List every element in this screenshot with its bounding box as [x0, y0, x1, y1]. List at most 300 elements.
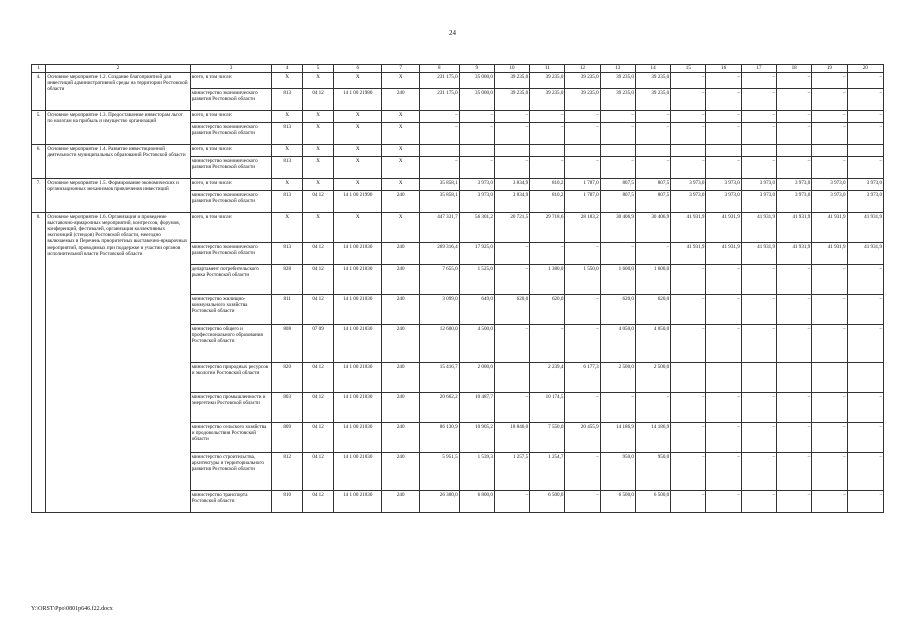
year-amount-cell: 950,0 [635, 453, 670, 491]
year-amount-cell: 39 235,0 [635, 89, 670, 111]
executor-cell: министерство природных ресурсов и экологии Ростовской области [190, 363, 272, 393]
year-amount-cell: – [812, 111, 847, 123]
year-amount-cell: – [812, 491, 847, 513]
total-amount-cell [419, 145, 459, 157]
year-amount-cell [530, 145, 565, 157]
year-amount-cell: – [847, 453, 883, 491]
year-amount-cell [777, 363, 812, 393]
total-amount-cell: – [419, 123, 459, 145]
year-amount-cell: – [494, 157, 529, 179]
year-amount-cell: 620,0 [600, 295, 635, 325]
year-amount-cell: 28 183,2 [565, 213, 600, 243]
activity-name-cell: Основное мероприятие 1.5. Формирование экономических и организационных механизмов привлечения инвестиций [46, 179, 190, 213]
rzpr-code-cell: 04 12 [303, 265, 334, 295]
year-amount-cell: 41 931,9 [847, 213, 883, 243]
year-amount-cell: – [494, 243, 529, 265]
year-amount-cell: – [812, 295, 847, 325]
year-amount-cell [741, 363, 776, 393]
year-amount-cell: 35 000,0 [459, 89, 494, 111]
year-amount-cell: – [530, 157, 565, 179]
column-number-row [32, 65, 884, 73]
year-amount-cell: – [706, 111, 741, 123]
year-amount-cell: – [847, 123, 883, 145]
year-amount-cell: – [706, 73, 741, 89]
year-amount-cell: – [741, 111, 776, 123]
vr-code-cell: 240 [382, 453, 419, 491]
header-cell: 14 [635, 65, 670, 73]
year-amount-cell: 3 973,0 [777, 191, 812, 213]
year-amount-cell: – [494, 491, 529, 513]
year-amount-cell: 3 973,0 [777, 179, 812, 191]
year-amount-cell: – [777, 265, 812, 295]
year-amount-cell: 10 487,7 [459, 393, 494, 423]
year-amount-cell: – [671, 157, 706, 179]
year-amount-cell: – [671, 393, 706, 423]
header-cell: 10 [494, 65, 529, 73]
grbs-code-cell: X [272, 213, 303, 243]
year-amount-cell: – [777, 393, 812, 423]
rzpr-code-cell: 04 12 [303, 491, 334, 513]
year-amount-cell: 3 973,0 [671, 179, 706, 191]
year-amount-cell: – [812, 453, 847, 491]
grbs-code-cell: 813 [272, 123, 303, 145]
executor-cell: министерство экономического развития Ростовской области [190, 123, 272, 145]
year-amount-cell: – [530, 111, 565, 123]
vr-code-cell: 240 [382, 89, 419, 111]
year-amount-cell: – [565, 491, 600, 513]
year-amount-cell: 39 235,0 [565, 73, 600, 89]
year-amount-cell: – [671, 265, 706, 295]
year-amount-cell: – [741, 265, 776, 295]
year-amount-cell: 4 050,0 [600, 325, 635, 363]
executor-cell: министерство общего и профессионального образования Ростовской области [190, 325, 272, 363]
year-amount-cell: 56 301,2 [459, 213, 494, 243]
year-amount-cell: 17 925,0 [459, 243, 494, 265]
page-number: 24 [449, 29, 456, 37]
year-amount-cell: – [777, 453, 812, 491]
year-amount-cell: – [847, 73, 883, 89]
year-amount-cell: 30 406,9 [600, 213, 635, 243]
grbs-code-cell: 813 [272, 191, 303, 213]
year-amount-cell [812, 363, 847, 393]
total-amount-cell: 7 655,0 [419, 265, 459, 295]
year-amount-cell: – [812, 73, 847, 89]
year-amount-cell: – [847, 111, 883, 123]
year-amount-cell: – [706, 453, 741, 491]
year-amount-cell: – [706, 89, 741, 111]
year-amount-cell: – [741, 295, 776, 325]
year-amount-cell: – [494, 123, 529, 145]
grbs-code-cell: 808 [272, 325, 303, 363]
total-amount-cell: – [419, 157, 459, 179]
year-amount-cell: 3 973,0 [706, 191, 741, 213]
executor-cell: всего, в том числе: [190, 145, 272, 157]
year-amount-cell: – [459, 157, 494, 179]
year-amount-cell: – [706, 423, 741, 453]
year-amount-cell [635, 145, 670, 157]
year-amount-cell: – [741, 325, 776, 363]
year-amount-cell: 3 834,9 [494, 191, 529, 213]
rzpr-code-cell: X [303, 123, 334, 145]
vr-code-cell: X [382, 123, 419, 145]
csr-code-cell: 14 1 00 21030 [333, 453, 381, 491]
csr-code-cell: 14 1 00 21030 [333, 491, 381, 513]
table-row [32, 145, 884, 157]
year-amount-cell: – [635, 123, 670, 145]
year-amount-cell: – [706, 157, 741, 179]
executor-cell: департамент потребительского рынка Ростовской области [190, 265, 272, 295]
year-amount-cell: – [600, 123, 635, 145]
executor-cell: министерство транспорта Ростовской области [190, 491, 272, 513]
header-cell: 9 [459, 65, 494, 73]
year-amount-cell: 14 186,9 [635, 423, 670, 453]
rzpr-code-cell: 04 12 [303, 191, 334, 213]
year-amount-cell: 2 500,0 [635, 363, 670, 393]
year-amount-cell: 1 600,0 [600, 265, 635, 295]
csr-code-cell: 14 1 00 21030 [333, 265, 381, 295]
rzpr-code-cell: 04 12 [303, 295, 334, 325]
year-amount-cell: – [635, 243, 670, 265]
executor-cell: всего, в том числе: [190, 73, 272, 89]
executor-cell: министерство строительства, архитектуры и территориального развития Ростовской области [190, 453, 272, 491]
grbs-code-cell: X [272, 145, 303, 157]
year-amount-cell: 950,0 [600, 453, 635, 491]
header-cell: 1 [32, 65, 46, 73]
csr-code-cell: 14 1 00 21030 [333, 423, 381, 453]
vr-code-cell: 240 [382, 191, 419, 213]
year-amount-cell: – [741, 157, 776, 179]
vr-code-cell: X [382, 111, 419, 123]
rzpr-code-cell: 04 12 [303, 423, 334, 453]
year-amount-cell: – [777, 423, 812, 453]
year-amount-cell: – [777, 123, 812, 145]
csr-code-cell: X [333, 145, 381, 157]
year-amount-cell: 39 235,0 [530, 89, 565, 111]
year-amount-cell: – [741, 453, 776, 491]
executor-cell: министерство экономического развития Ростовской области [190, 191, 272, 213]
year-amount-cell: 6 500,0 [600, 491, 635, 513]
budget-table [31, 64, 884, 513]
total-amount-cell: 86 130,9 [419, 423, 459, 453]
row-number-cell: 5. [32, 111, 46, 145]
year-amount-cell: – [847, 393, 883, 423]
header-cell: 11 [530, 65, 565, 73]
year-amount-cell: 14 186,9 [600, 423, 635, 453]
vr-code-cell: X [382, 145, 419, 157]
year-amount-cell: – [671, 325, 706, 363]
year-amount-cell: – [494, 325, 529, 363]
csr-code-cell: X [333, 179, 381, 191]
year-amount-cell: 807,5 [635, 191, 670, 213]
year-amount-cell: – [741, 89, 776, 111]
header-cell: 19 [812, 65, 847, 73]
vr-code-cell: X [382, 179, 419, 191]
year-amount-cell: 41 931,9 [812, 243, 847, 265]
table-body [32, 65, 884, 513]
grbs-code-cell: 813 [272, 243, 303, 265]
year-amount-cell: – [565, 453, 600, 491]
rzpr-code-cell: X [303, 179, 334, 191]
header-cell: 16 [706, 65, 741, 73]
grbs-code-cell: 813 [272, 89, 303, 111]
rzpr-code-cell: X [303, 73, 334, 89]
year-amount-cell: – [777, 295, 812, 325]
header-cell: 13 [600, 65, 635, 73]
total-amount-cell: 3 099,0 [419, 295, 459, 325]
header-cell: 2 [46, 65, 190, 73]
total-amount-cell: 231 175,0 [419, 89, 459, 111]
year-amount-cell: 18 846,0 [494, 423, 529, 453]
vr-code-cell: 240 [382, 325, 419, 363]
year-amount-cell: – [671, 73, 706, 89]
year-amount-cell: – [565, 111, 600, 123]
year-amount-cell: – [565, 243, 600, 265]
activity-name-cell: Основное мероприятие 1.2. Создание благоприятной для инвестиций административной среды на территории Ростовской области [46, 73, 190, 111]
table-row [32, 213, 884, 243]
vr-code-cell: 240 [382, 243, 419, 265]
year-amount-cell: 1 550,0 [565, 265, 600, 295]
year-amount-cell: – [706, 491, 741, 513]
year-amount-cell: – [706, 265, 741, 295]
year-amount-cell: – [565, 295, 600, 325]
year-amount-cell: 6 800,0 [459, 491, 494, 513]
executor-cell: министерство экономического развития Ростовской области [190, 89, 272, 111]
year-amount-cell: – [777, 111, 812, 123]
year-amount-cell: 3 973,0 [812, 179, 847, 191]
year-amount-cell: – [635, 393, 670, 423]
year-amount-cell: 3 973,0 [671, 191, 706, 213]
grbs-code-cell: 809 [272, 423, 303, 453]
header-cell: 8 [419, 65, 459, 73]
vr-code-cell: 240 [382, 491, 419, 513]
csr-code-cell: X [333, 213, 381, 243]
grbs-code-cell: 828 [272, 265, 303, 295]
year-amount-cell: – [847, 325, 883, 363]
total-amount-cell: 20 662,2 [419, 393, 459, 423]
executor-cell: министерство экономического развития Ростовской области [190, 243, 272, 265]
year-amount-cell: 41 931,9 [777, 243, 812, 265]
rzpr-code-cell: X [303, 157, 334, 179]
year-amount-cell [600, 145, 635, 157]
year-amount-cell [494, 363, 529, 393]
year-amount-cell: – [565, 123, 600, 145]
rzpr-code-cell: 04 12 [303, 89, 334, 111]
vr-code-cell: X [382, 213, 419, 243]
year-amount-cell: – [530, 325, 565, 363]
vr-code-cell: 240 [382, 265, 419, 295]
rzpr-code-cell: X [303, 213, 334, 243]
year-amount-cell: – [847, 157, 883, 179]
csr-code-cell: X [333, 111, 381, 123]
year-amount-cell: 3 973,0 [459, 191, 494, 213]
year-amount-cell: 39 235,0 [635, 73, 670, 89]
header-cell: 17 [741, 65, 776, 73]
rzpr-code-cell: 04 12 [303, 363, 334, 393]
header-cell: 18 [777, 65, 812, 73]
header-cell: 5 [303, 65, 334, 73]
year-amount-cell: 41 931,9 [706, 213, 741, 243]
year-amount-cell: – [847, 265, 883, 295]
year-amount-cell: 3 973,0 [741, 191, 776, 213]
year-amount-cell: – [777, 325, 812, 363]
year-amount-cell: 39 235,0 [530, 73, 565, 89]
year-amount-cell: 3 973,0 [847, 179, 883, 191]
year-amount-cell: 6 500,0 [635, 491, 670, 513]
year-amount-cell: – [847, 491, 883, 513]
rzpr-code-cell: 07 09 [303, 325, 334, 363]
rzpr-code-cell: 04 12 [303, 453, 334, 491]
year-amount-cell: 1 539,3 [459, 453, 494, 491]
year-amount-cell: 807,5 [600, 191, 635, 213]
year-amount-cell: 3 973,0 [706, 179, 741, 191]
year-amount-cell: 2 239,4 [530, 363, 565, 393]
year-amount-cell: 7 550,0 [530, 423, 565, 453]
year-amount-cell: 10 174,5 [530, 393, 565, 423]
year-amount-cell: 620,0 [530, 295, 565, 325]
year-amount-cell [812, 145, 847, 157]
rzpr-code-cell: 04 12 [303, 243, 334, 265]
total-amount-cell: 26 300,0 [419, 491, 459, 513]
executor-cell: всего, в том числе: [190, 111, 272, 123]
year-amount-cell: – [777, 73, 812, 89]
row-number-cell: 8. [32, 213, 46, 513]
csr-code-cell: 14 1 00 21980 [333, 89, 381, 111]
year-amount-cell: – [812, 265, 847, 295]
executor-cell: всего, в том числе: [190, 213, 272, 243]
year-amount-cell: 3 973,0 [847, 191, 883, 213]
year-amount-cell: 1 787,0 [565, 179, 600, 191]
year-amount-cell: 39 235,0 [494, 89, 529, 111]
rzpr-code-cell: 04 12 [303, 393, 334, 423]
total-amount-cell: 5 951,5 [419, 453, 459, 491]
total-amount-cell: 35 858,1 [419, 179, 459, 191]
year-amount-cell [706, 145, 741, 157]
year-amount-cell: – [671, 423, 706, 453]
year-amount-cell: 2 500,0 [600, 363, 635, 393]
year-amount-cell: 41 931,9 [671, 243, 706, 265]
year-amount-cell: – [706, 325, 741, 363]
vr-code-cell: 240 [382, 393, 419, 423]
year-amount-cell: – [812, 325, 847, 363]
activity-name-cell: Основное мероприятие 1.6. Организация и проведение выставочно-ярмарочных мероприятий, конгрессов, форумов, конференций, фестивалей, организация коллективных экспозиций (стендов) Ростовской области, ежегодно включаемых в Перечень приоритетных выставочно-ярмарочных мероприятий, проводимых при поддержке и участии органов исполнительной власти Ростовской области [46, 213, 190, 513]
header-cell: 15 [671, 65, 706, 73]
year-amount-cell: 4 050,0 [635, 325, 670, 363]
year-amount-cell: 1 525,0 [459, 265, 494, 295]
year-amount-cell: – [671, 295, 706, 325]
year-amount-cell: 20 455,9 [565, 423, 600, 453]
year-amount-cell: 6 500,0 [530, 491, 565, 513]
grbs-code-cell: X [272, 179, 303, 191]
year-amount-cell: 41 931,9 [741, 243, 776, 265]
year-amount-cell: – [777, 89, 812, 111]
year-amount-cell: – [741, 123, 776, 145]
csr-code-cell: X [333, 123, 381, 145]
year-amount-cell: – [706, 393, 741, 423]
total-amount-cell: 269 316,4 [419, 243, 459, 265]
executor-cell: министерство экономического развития Ростовской области [190, 157, 272, 179]
year-amount-cell: – [812, 423, 847, 453]
header-cell: 12 [565, 65, 600, 73]
year-amount-cell: – [494, 265, 529, 295]
activity-name-cell: Основное мероприятие 1.3. Предоставление инвесторам льгот по налогам на прибыль и имущество организаций [46, 111, 190, 145]
row-number-cell: 7. [32, 179, 46, 213]
year-amount-cell: – [671, 453, 706, 491]
header-cell: 20 [847, 65, 883, 73]
year-amount-cell: – [812, 157, 847, 179]
year-amount-cell [494, 145, 529, 157]
year-amount-cell: – [635, 111, 670, 123]
year-amount-cell: 2 000,0 [459, 363, 494, 393]
year-amount-cell: 1 257,5 [494, 453, 529, 491]
year-amount-cell: – [600, 393, 635, 423]
grbs-code-cell: 810 [272, 491, 303, 513]
grbs-code-cell: X [272, 73, 303, 89]
rzpr-code-cell: X [303, 145, 334, 157]
year-amount-cell: – [494, 393, 529, 423]
year-amount-cell: 35 000,0 [459, 73, 494, 89]
csr-code-cell: 14 1 00 21030 [333, 295, 381, 325]
year-amount-cell: 39 235,0 [600, 73, 635, 89]
year-amount-cell: – [812, 393, 847, 423]
year-amount-cell: – [777, 157, 812, 179]
year-amount-cell: 30 406,9 [635, 213, 670, 243]
year-amount-cell: 649,0 [459, 295, 494, 325]
year-amount-cell: 1 254,7 [530, 453, 565, 491]
year-amount-cell: – [671, 491, 706, 513]
year-amount-cell [847, 363, 883, 393]
year-amount-cell: – [530, 243, 565, 265]
year-amount-cell: 29 718,6 [530, 213, 565, 243]
year-amount-cell: – [706, 123, 741, 145]
csr-code-cell: 14 1 00 21030 [333, 363, 381, 393]
year-amount-cell [671, 363, 706, 393]
vr-code-cell: 240 [382, 363, 419, 393]
year-amount-cell [777, 145, 812, 157]
total-amount-cell: 35 858,1 [419, 191, 459, 213]
table-row [32, 73, 884, 89]
year-amount-cell: 39 235,0 [494, 73, 529, 89]
year-amount-cell [459, 145, 494, 157]
year-amount-cell: – [777, 491, 812, 513]
year-amount-cell: – [671, 123, 706, 145]
vr-code-cell: X [382, 157, 419, 179]
year-amount-cell: 810,2 [530, 179, 565, 191]
csr-code-cell: X [333, 157, 381, 179]
year-amount-cell: – [565, 325, 600, 363]
year-amount-cell: 620,0 [635, 295, 670, 325]
grbs-code-cell: 812 [272, 453, 303, 491]
total-amount-cell: 447 331,7 [419, 213, 459, 243]
grbs-code-cell: 803 [272, 393, 303, 423]
executor-cell: министерство сельского хозяйства и продовольствия Ростовской области [190, 423, 272, 453]
grbs-code-cell: X [272, 111, 303, 123]
year-amount-cell: 3 973,0 [741, 179, 776, 191]
year-amount-cell: 3 973,0 [459, 179, 494, 191]
year-amount-cell [847, 145, 883, 157]
rzpr-code-cell: X [303, 111, 334, 123]
year-amount-cell: – [741, 491, 776, 513]
grbs-code-cell: 820 [272, 363, 303, 393]
year-amount-cell: 4 500,0 [459, 325, 494, 363]
vr-code-cell: 240 [382, 423, 419, 453]
year-amount-cell: – [847, 295, 883, 325]
grbs-code-cell: 813 [272, 157, 303, 179]
executor-cell: министерство жилищно-коммунального хозяйства Ростовской области [190, 295, 272, 325]
year-amount-cell: 810,2 [530, 191, 565, 213]
row-number-cell: 6. [32, 145, 46, 179]
year-amount-cell: – [565, 393, 600, 423]
year-amount-cell [565, 145, 600, 157]
